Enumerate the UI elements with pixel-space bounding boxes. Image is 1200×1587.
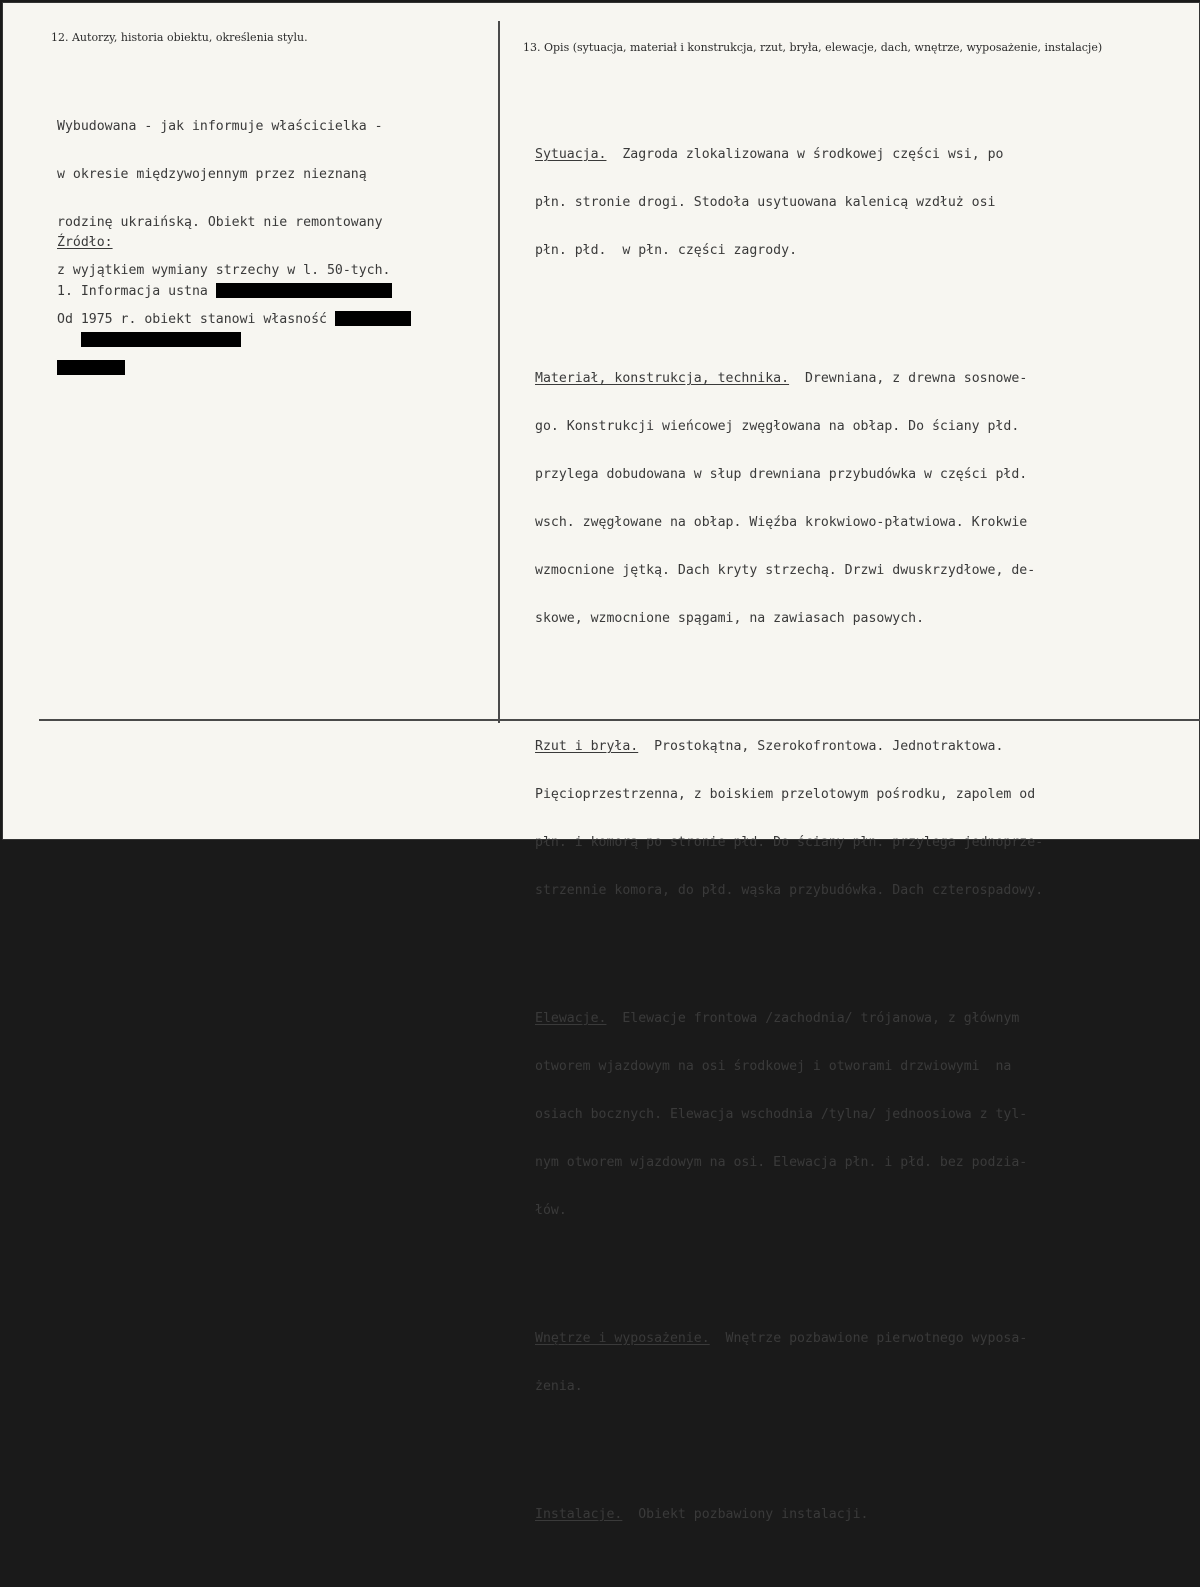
history-line: Wybudowana - jak informuje właścicielka - xyxy=(57,119,383,134)
section-heading: Wnętrze i wyposażenie. xyxy=(535,1331,710,1346)
section-heading: Materiał, konstrukcja, technika. xyxy=(535,371,790,386)
section-line: wsch. zwęgłowane na obłap. Więźba krokwiowo-płatwiowa. Krokwie xyxy=(535,515,1028,530)
section-first-line: Obiekt pozbawiony instalacji. xyxy=(622,1507,869,1522)
field-12-header: 12. Autorzy, historia obiektu, określenia stylu. xyxy=(51,31,308,44)
history-line: rodzinę ukraińską. Obiekt nie remontowany xyxy=(57,215,383,230)
description-text xyxy=(535,83,1043,1587)
section-first-line: Zagroda zlokalizowana w środkowej części wsi, po xyxy=(606,147,1004,162)
section-line: otworem wjazdowym na osi środkowej i otworami drzwiowymi na xyxy=(535,1059,1012,1074)
section-line: strzennie komora, do płd. wąska przybudówka. Dach czterospadowy. xyxy=(535,883,1044,898)
section-elevations xyxy=(535,979,1043,1251)
section-interior xyxy=(535,1299,1043,1427)
section-line: osiach bocznych. Elewacja wschodnia /tylna/ jednoosiowa z tyl- xyxy=(535,1107,1028,1122)
column-divider xyxy=(498,21,500,723)
section-line: przylega dobudowana w słup drewniana przybudówka w części płd. xyxy=(535,467,1028,482)
section-line: łów. xyxy=(535,1203,567,1218)
section-plan xyxy=(535,707,1043,931)
section-situation xyxy=(535,115,1043,291)
section-line: skowe, wzmocnione spągami, na zawiasach pasowych. xyxy=(535,611,925,626)
section-installations xyxy=(535,1475,1043,1555)
section-material xyxy=(535,339,1043,659)
section-line: płn. stronie drogi. Stodoła usytuowana kalenicą wzdłuż osi xyxy=(535,195,996,210)
history-line: z wyjątkiem wymiany strzechy w l. 50-tych. xyxy=(57,263,391,278)
section-line: go. Konstrukcji wieńcowej zwęgłowana na obłap. Do ściany płd. xyxy=(535,419,1020,434)
section-heading: Elewacje. xyxy=(535,1011,607,1026)
section-line: płn. i komorą po stronie płd. Do ściany płn. przylega jednoprze- xyxy=(535,835,1044,850)
record-card xyxy=(2,2,1200,1522)
section-line: Pięcioprzestrzenna, z boiskiem przelotowym pośrodku, zapolem od xyxy=(535,787,1036,802)
source-item: 1. Informacja ustna xyxy=(57,284,208,299)
redaction-bar xyxy=(81,332,241,347)
section-heading: Instalacje. xyxy=(535,1507,623,1522)
history-line: Od 1975 r. obiekt stanowi własność xyxy=(57,312,327,327)
section-first-line: Elewacje frontowa /zachodnia/ trójanowa, z głównym xyxy=(606,1011,1020,1026)
source-block xyxy=(57,203,392,381)
section-line: nym otworem wjazdowym na osi. Elewacja płn. i płd. bez podzia- xyxy=(535,1155,1028,1170)
source-label: Źródło: xyxy=(57,235,113,250)
section-first-line: Drewniana, z drewna sosnowe- xyxy=(789,371,1028,386)
section-heading: Sytuacja. xyxy=(535,147,607,162)
history-line: w okresie międzywojennym przez nieznaną xyxy=(57,167,367,182)
section-line: płn. płd. w płn. części zagrody. xyxy=(535,243,798,258)
field-13-header: 13. Opis (sytuacja, materiał i konstrukcja, rzut, bryła, elewacje, dach, wnętrze, wyposażenie, instalacje) xyxy=(523,41,1103,54)
section-first-line: Prostokątna, Szerokofrontowa. Jednotraktowa. xyxy=(638,739,1004,754)
redaction-bar xyxy=(216,283,392,298)
section-heading: Rzut i bryła. xyxy=(535,739,639,754)
section-first-line: Wnętrze pozbawione pierwotnego wyposa- xyxy=(709,1331,1028,1346)
section-line: żenia. xyxy=(535,1379,583,1394)
section-line: wzmocnione jętką. Dach kryty strzechą. Drzwi dwuskrzydłowe, de- xyxy=(535,563,1036,578)
